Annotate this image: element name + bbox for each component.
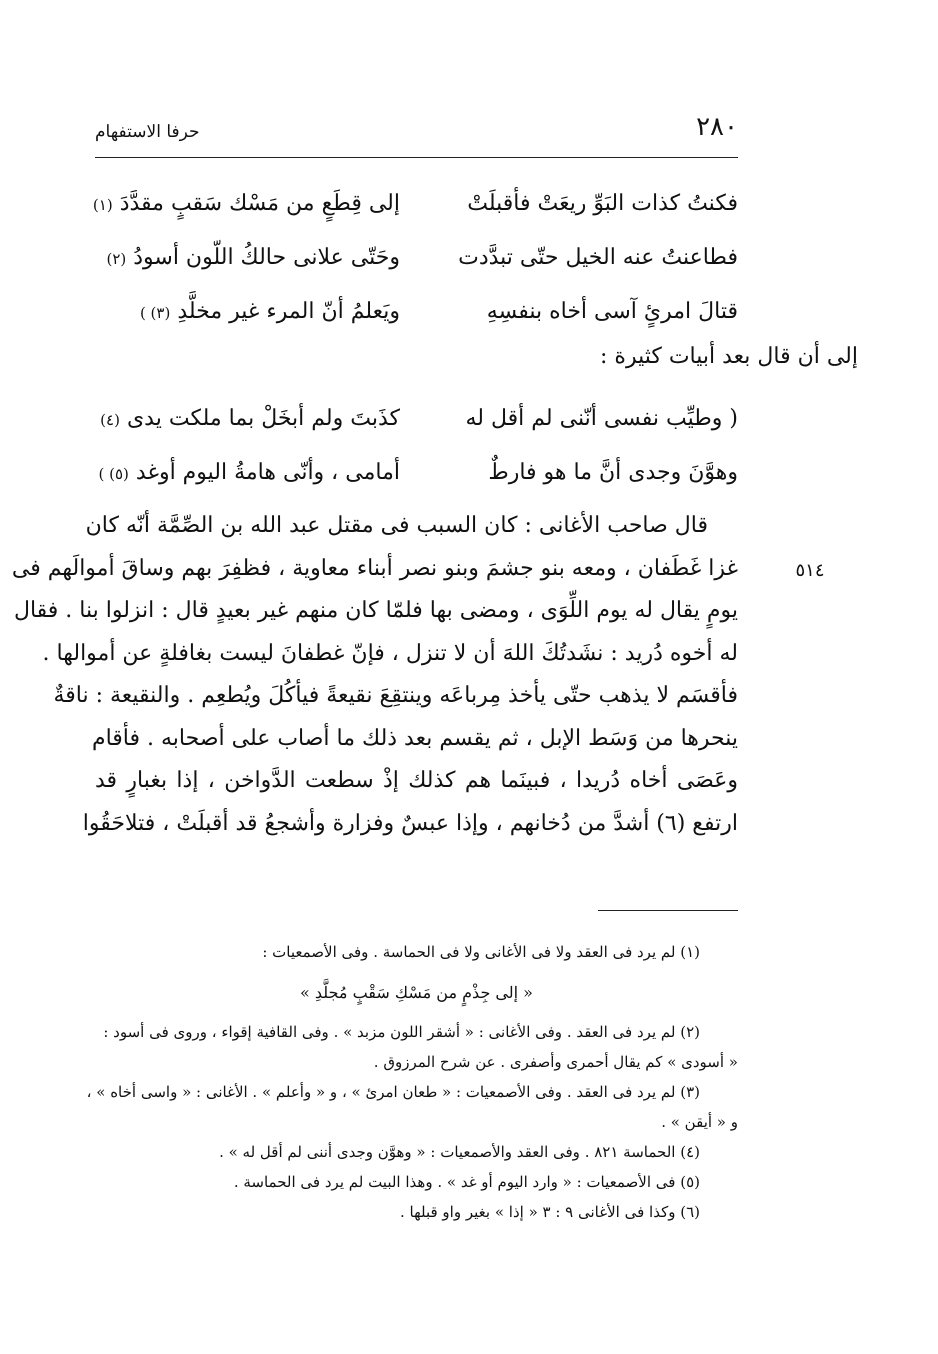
verse-row [92, 177, 738, 231]
footnote-6: (٦) وكذا فى الأغانى ٩ : ٣ « إذا » بغير واو قبلها . [399, 1203, 700, 1221]
margin-reference: ٥١٤ [795, 560, 825, 581]
prose-line: ارتفع (٦) أشدَّ من دُخانهم ، وإذا عبسٌ وفزارة وأشجعُ قد أقبلَتْ ، فتلاحَقُوا [82, 810, 738, 836]
footnote-rule [598, 910, 738, 911]
running-title: حرفا الاستفهام [95, 122, 200, 142]
verse-second-text: ويَعلمُ أنّ المرء غير مخلَّدِ [177, 299, 400, 324]
page-header [95, 112, 738, 154]
intro-line: إلى أن قال بعد أبيات كثيرة : [600, 344, 858, 369]
page-number: ٢٨٠ [696, 112, 738, 142]
verse-second-text: كذَبتَ ولم أبخَلْ بما ملكت يدى [126, 406, 400, 431]
verse-second-hemistich [92, 177, 400, 232]
prose-line: غزا غَطَفان ، ومعه بنو جشمَ وبنو نصر أبناء معاوية ، فظفِرَ بهم وساقَ أموالَهم فى [11, 555, 738, 581]
verse-second-hemistich [95, 392, 400, 447]
poem-block-2 [95, 392, 738, 500]
footnote-ref: (٥) ) [98, 465, 129, 483]
footnote-ref: (٣) ) [139, 304, 171, 322]
prose-line: له أخوه دُريد : نشَدتُكَ اللهَ أن لا تنزل ، فإنّ غطفانَ ليست بغافلةٍ عن أموالها . [42, 640, 738, 666]
prose-line: يومٍ يقال له يوم اللِّوَى ، ومضى بها فلمّا كان منهم غير بعيدٍ قال : انزلوا بنا . فقال [13, 598, 738, 623]
prose-line: ينحرها من وَسَط الإبل ، ثم يقسم بعد ذلك ما أصاب على أصحابه . فأقام [91, 725, 738, 751]
footnote-4: (٤) الحماسة ٨٢١ . وفى العقد والأصمعيات : « وهوَّن وجدى أننى لم أقل له » . [219, 1143, 700, 1161]
verse-second-text: وحَتّى علانى حالكُ اللّون أسودُ [133, 245, 400, 270]
verse-second-text: إلى قِطَعٍ من مَسْك سَقبٍ مقدَّدَ [119, 191, 400, 216]
verse-row [95, 392, 738, 446]
verse-second-text: أمامى ، وأنّى هامةُ اليوم أوغد [135, 460, 400, 485]
footnote-ref: (٢) [106, 250, 127, 268]
verse-second-hemistich [95, 446, 400, 501]
poem-block-1 [92, 177, 738, 339]
footnote-1: (١) لم يرد فى العقد ولا فى الأغانى ولا فى الحماسة . وفى الأصمعيات : [262, 943, 700, 961]
prose-paragraph [11, 505, 738, 845]
verse-first-hemistich: وهوَّنَ وجدى أنَّ ما هو فارطٌ [488, 460, 738, 485]
footnote-3-continued: و « أيقن » . [661, 1113, 738, 1131]
verse-row [95, 446, 738, 500]
verse-row [95, 231, 738, 285]
footnote-2-continued: « أسودى » كم يقال أحمرى وأصفرى . عن شرح المرزوق . [373, 1053, 738, 1071]
footnote-2: (٢) لم يرد فى العقد . وفى الأغانى : « أشقر اللون مزبد » . وفى القافية إقواء ، وروى فى أسود : [103, 1023, 700, 1041]
footnotes [86, 937, 738, 1227]
prose-line: قال صاحب الأغانى : كان السبب فى مقتل عبد الله بن الصِّمَّة أنّه كان [85, 513, 708, 538]
header-rule [95, 157, 738, 158]
footnote-ref: (١) [92, 196, 113, 214]
prose-line: فأقسَم لا يذهب حتّى يأخذ مِرباعَه وينتقِعَ نقيعةً فيأكُلَ ويُطعِم . والنقيعة : ناقةٌ [53, 683, 738, 708]
footnote-1-quote: « إلى جِذْمٍ من مَسْكِ سَقْبٍ مُجلَّدِ » [300, 983, 533, 1002]
verse-first-hemistich: ( وطيِّب نفسى أنّنى لم أقل له [465, 406, 738, 431]
footnote-3: (٣) لم يرد فى العقد . وفى الأصمعيات : « طعان امرئ » ، و « وأعلم » . الأغانى : « واسى أخاه » ، [86, 1083, 700, 1101]
verse-second-hemistich [95, 231, 400, 286]
footnote-ref: (٤) [100, 411, 120, 429]
verse-first-hemistich: فكنتُ كذات البَوِّ ريعَتْ فأقبلَتْ [467, 191, 738, 216]
verse-row [95, 285, 738, 339]
footnote-5: (٥) فى الأصمعيات : « وارد اليوم أو غد » . وهذا البيت لم يرد فى الحماسة . [233, 1173, 700, 1191]
prose-line: وعَصَى أخاه دُريدا ، فبينَما هم كذلك إذْ سطعت الدَّواخن ، إذا بغبارٍ قد [95, 768, 738, 793]
verse-first-hemistich: قتالَ امرئٍ آسى أخاه بنفسِهِ [486, 299, 738, 324]
verse-second-hemistich [95, 285, 400, 340]
verse-first-hemistich: فطاعنتُ عنه الخيل حتّى تبدَّدت [458, 245, 738, 270]
